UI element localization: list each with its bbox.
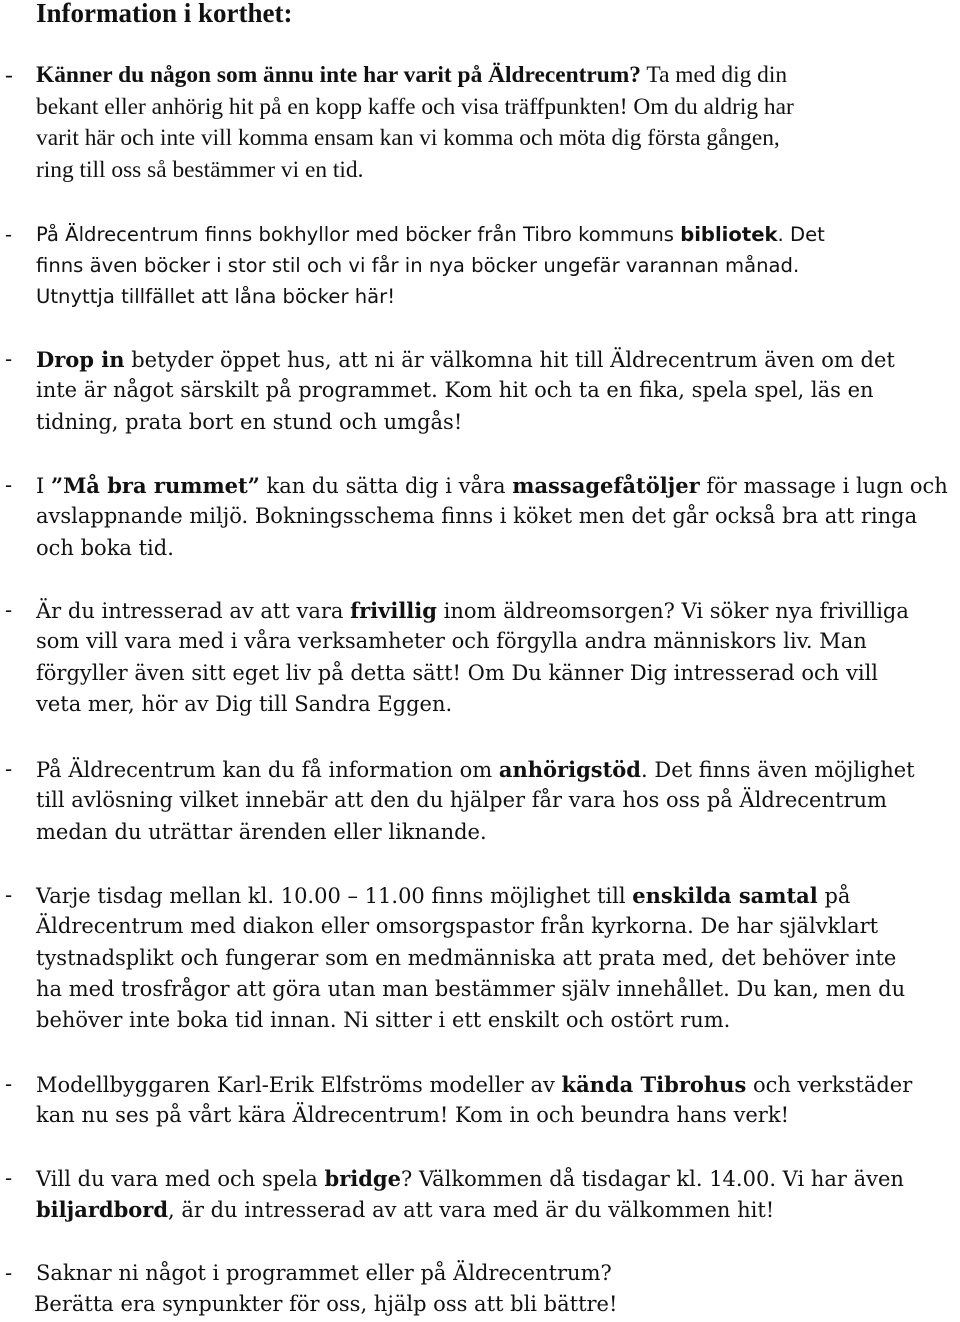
text-segment: tystnadsplikt och fungerar som en medmänniska att prata med, det behöver inte	[36, 945, 897, 970]
bold-text: bibliotek	[680, 223, 778, 246]
text-segment: På Äldrecentrum finns bokhyllor med böcker från Tibro kommuns	[36, 223, 681, 246]
text-segment: bekant eller anhörig hit på en kopp kaffe och visa träffpunkten! Om du aldrig har	[36, 93, 794, 120]
text-line	[36, 533, 174, 564]
text-line	[36, 501, 917, 532]
text-line	[36, 92, 794, 124]
text-line	[36, 155, 363, 187]
text-line	[36, 344, 895, 376]
bullet-dash: -	[5, 62, 13, 88]
text-segment: Utnyttja tillfället att låna böcker här!	[36, 285, 396, 308]
text-segment: Berätta era synpunkter för oss, hjälp oss att bli bättre!	[34, 1292, 618, 1317]
text-line	[36, 60, 787, 92]
page-heading: Information i korthet:	[36, 0, 293, 28]
text-segment: som vill vara med i våra verksamheter och förgylla andra människors liv. Man	[36, 629, 867, 654]
text-segment: kan nu ses på vårt kära Äldrecentrum! Kom in och beundra hans verk!	[36, 1103, 790, 1128]
bullet-dash: -	[5, 347, 13, 371]
text-segment: inom äldreomsorgen? Vi söker nya frivilliga	[436, 599, 909, 623]
text-segment: . Det finns även möjlighet	[641, 758, 915, 782]
text-line	[36, 375, 874, 406]
text-segment: betyder öppet hus, att ni är välkomna hit till Äldrecentrum även om det	[124, 348, 895, 372]
text-segment: Modellbyggaren Karl-Erik Elfströms modeller av	[36, 1073, 562, 1097]
text-line	[36, 1069, 912, 1101]
text-line	[36, 817, 487, 848]
bold-text: enskilda samtal	[632, 883, 818, 908]
text-segment: På Äldrecentrum kan du få information om	[36, 758, 499, 782]
text-line	[36, 281, 395, 312]
text-segment: finns även böcker i stor stil och vi får in nya böcker ungefär varannan månad.	[36, 254, 800, 277]
text-segment: veta mer, hör av Dig till Sandra Eggen.	[36, 691, 453, 716]
text-line	[36, 1163, 904, 1195]
text-segment: tidning, prata bort en stund och umgås!	[36, 409, 463, 434]
bold-text: frivillig	[350, 598, 437, 623]
text-segment: ? Välkommen då tisdagar kl. 14.00. Vi har även	[400, 1167, 904, 1191]
text-segment: och boka tid.	[36, 535, 174, 560]
bold-text: ”Må bra rummet”	[50, 473, 260, 498]
text-segment: på	[817, 884, 851, 908]
text-line	[36, 658, 878, 689]
text-line	[36, 626, 867, 657]
text-line	[36, 754, 915, 786]
text-line	[36, 1194, 774, 1226]
text-line	[36, 250, 799, 281]
text-line	[36, 595, 909, 627]
text-line	[36, 689, 452, 720]
text-line	[36, 943, 896, 974]
bullet-dash: -	[5, 757, 13, 781]
text-line	[36, 880, 850, 912]
text-line	[36, 407, 462, 438]
text-line	[36, 470, 948, 502]
text-segment: Ta med dig din	[640, 62, 788, 88]
text-line	[36, 911, 878, 942]
text-segment: varit här och inte vill komma ensam kan vi komma och möta dig första gången,	[36, 125, 780, 151]
text-segment: till avlösning vilket innebär att den du hjälper får vara hos oss på Äldrecentrum	[36, 788, 887, 813]
text-segment: ha med trosfrågor att göra utan man bestämmer själv innehållet. Du kan, men du	[36, 976, 906, 1001]
text-segment: Vill du vara med och spela	[36, 1167, 325, 1191]
text-segment: I	[36, 474, 51, 498]
text-line	[36, 1258, 612, 1289]
bold-text: biljardbord	[36, 1197, 169, 1223]
text-segment: . Det	[777, 223, 825, 246]
text-segment: för massage i lugn och	[699, 474, 948, 498]
text-segment: Är du intresserad av att vara	[36, 599, 351, 623]
text-line	[36, 123, 780, 155]
text-line	[36, 974, 905, 1005]
text-line	[34, 1289, 617, 1320]
bold-text: Känner du någon som ännu inte har varit på Äldrecentrum?	[36, 62, 641, 88]
bold-text: Drop in	[36, 347, 125, 372]
text-segment: förgyller även sitt eget liv på detta sätt! Om Du känner Dig intresserad och vill	[36, 660, 879, 685]
bullet-dash: -	[5, 598, 13, 622]
bold-text: bridge	[324, 1166, 401, 1191]
text-segment: inte är något särskilt på programmet. Kom hit och ta en fika, spela spel, läs en	[36, 378, 874, 403]
text-segment: Saknar ni något i programmet eller på Äldrecentrum?	[36, 1261, 612, 1285]
text-segment: och verkstäder	[746, 1073, 913, 1097]
text-line	[36, 785, 887, 816]
text-line	[36, 1005, 730, 1036]
bullet-dash: -	[5, 473, 13, 497]
text-segment: Äldrecentrum med diakon eller omsorgspastor från kyrkorna. De har självklart	[36, 914, 879, 939]
bullet-dash: -	[5, 883, 13, 907]
bullet-dash: -	[5, 1166, 13, 1190]
text-segment: ring till oss så bestämmer vi en tid.	[36, 156, 364, 183]
bullet-dash: -	[5, 1261, 13, 1285]
text-segment: Varje tisdag mellan kl. 10.00 – 11.00 finns möjlighet till	[36, 884, 633, 908]
bullet-dash: -	[5, 1072, 13, 1096]
text-segment: avslappnande miljö. Bokningsschema finns i köket men det går också bra att ringa	[36, 504, 918, 529]
bullet-dash: -	[5, 223, 13, 246]
text-segment: medan du uträttar ärenden eller liknande.	[36, 819, 487, 844]
bold-text: anhörigstöd	[498, 757, 641, 782]
text-segment: , är du intresserad av att vara med är du välkommen hit!	[168, 1198, 775, 1223]
text-line	[36, 1100, 789, 1131]
text-segment: kan du sätta dig i våra	[259, 474, 513, 498]
text-segment: behöver inte boka tid innan. Ni sitter i ett enskilt och ostört rum.	[36, 1008, 731, 1033]
bold-text: massagefåtöljer	[512, 473, 700, 498]
bold-text: kända Tibrohus	[561, 1072, 747, 1097]
text-line	[36, 219, 825, 250]
